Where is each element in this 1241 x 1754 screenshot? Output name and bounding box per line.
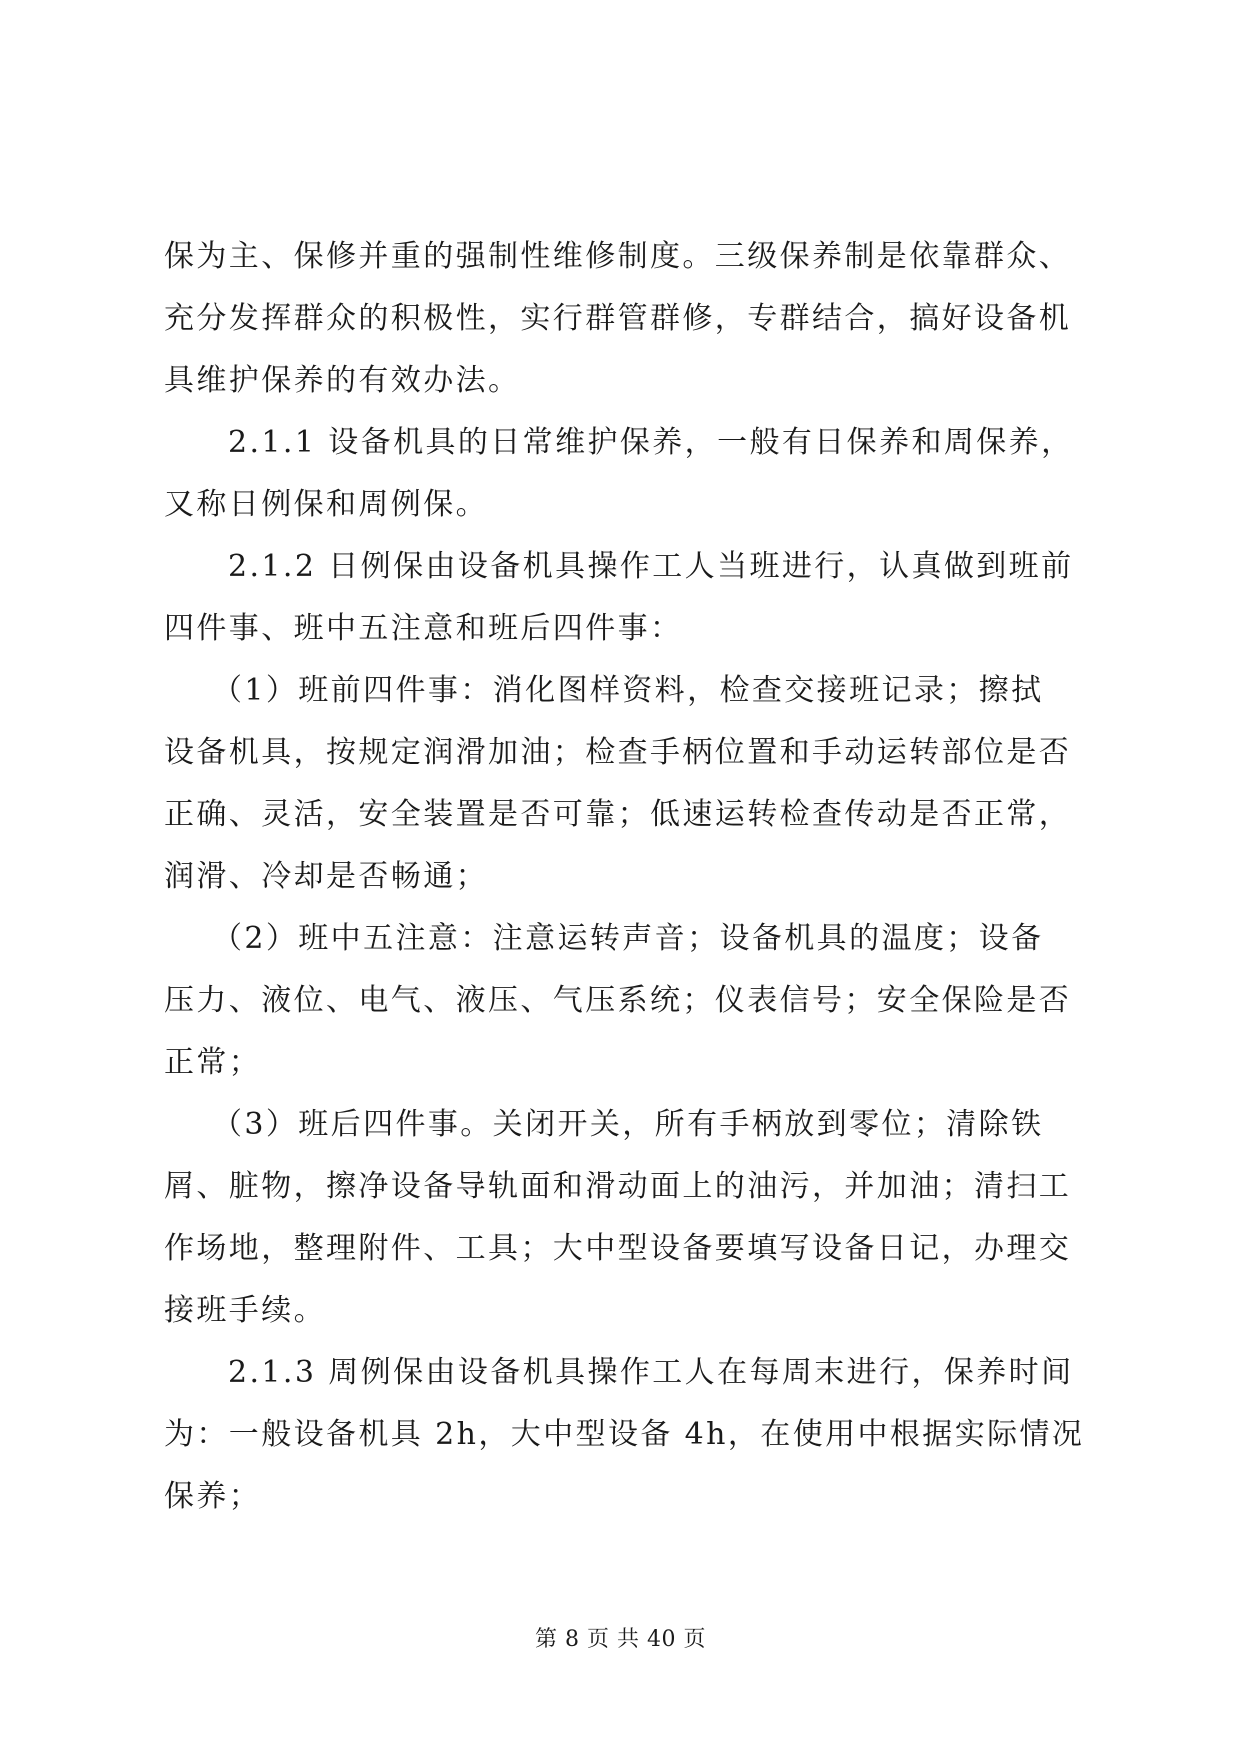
text-line: 2.1.3 周例保由设备机具操作工人在每周末进行，保养时间 (228, 1355, 1074, 1390)
text-line: 保养； (164, 1479, 262, 1514)
text-line: 润滑、冷却是否畅通； (164, 859, 488, 894)
paragraph-item-1 (164, 660, 1079, 908)
text-line: 2.1.1 设备机具的日常维护保养，一般有日保养和周保养， (228, 425, 1074, 460)
paragraph-item-3 (164, 1094, 1079, 1342)
text-line: 正确、灵活，安全装置是否可靠；低速运转检查传动是否正常， (164, 797, 1072, 832)
paragraph-1 (164, 226, 1079, 412)
text-line: 保为主、保修并重的强制性维修制度。三级保养制是依靠群众、 (164, 239, 1072, 274)
body-text (164, 226, 1085, 1528)
paragraph-2-1-2 (164, 536, 1079, 660)
text-line: 压力、液位、电气、液压、气压系统；仪表信号；安全保险是否 (164, 983, 1072, 1018)
text-line: 四件事、班中五注意和班后四件事： (164, 611, 683, 646)
text-line: （2）班中五注意：注意运转声音；设备机具的温度；设备 (212, 921, 1044, 956)
paragraph-2-1-3 (164, 1342, 1085, 1528)
page-number: 第 8 页 共 40 页 (535, 1627, 706, 1652)
text-line: （3）班后四件事。关闭开关，所有手柄放到零位；清除铁 (212, 1107, 1044, 1142)
text-line: 2.1.2 日例保由设备机具操作工人当班进行，认真做到班前 (228, 549, 1074, 584)
text-line: 屑、脏物，擦净设备导轨面和滑动面上的油污，并加油；清扫工 (164, 1169, 1072, 1204)
text-line: 接班手续。 (164, 1293, 326, 1328)
text-line: 正常； (164, 1045, 262, 1080)
text-line: 充分发挥群众的积极性，实行群管群修，专群结合，搞好设备机 (164, 301, 1072, 336)
text-line: 设备机具，按规定润滑加油；检查手柄位置和手动运转部位是否 (164, 735, 1072, 770)
text-line: 为：一般设备机具 2h，大中型设备 4h，在使用中根据实际情况 (164, 1417, 1085, 1452)
text-line: 具维护保养的有效办法。 (164, 363, 521, 398)
paragraph-item-2 (164, 908, 1079, 1094)
text-line: 又称日例保和周例保。 (164, 487, 488, 522)
text-line: （1）班前四件事：消化图样资料，检查交接班记录；擦拭 (212, 673, 1044, 708)
paragraph-2-1-1 (164, 412, 1079, 536)
text-line: 作场地，整理附件、工具；大中型设备要填写设备日记，办理交 (164, 1231, 1072, 1266)
page-footer (0, 1622, 1241, 1653)
